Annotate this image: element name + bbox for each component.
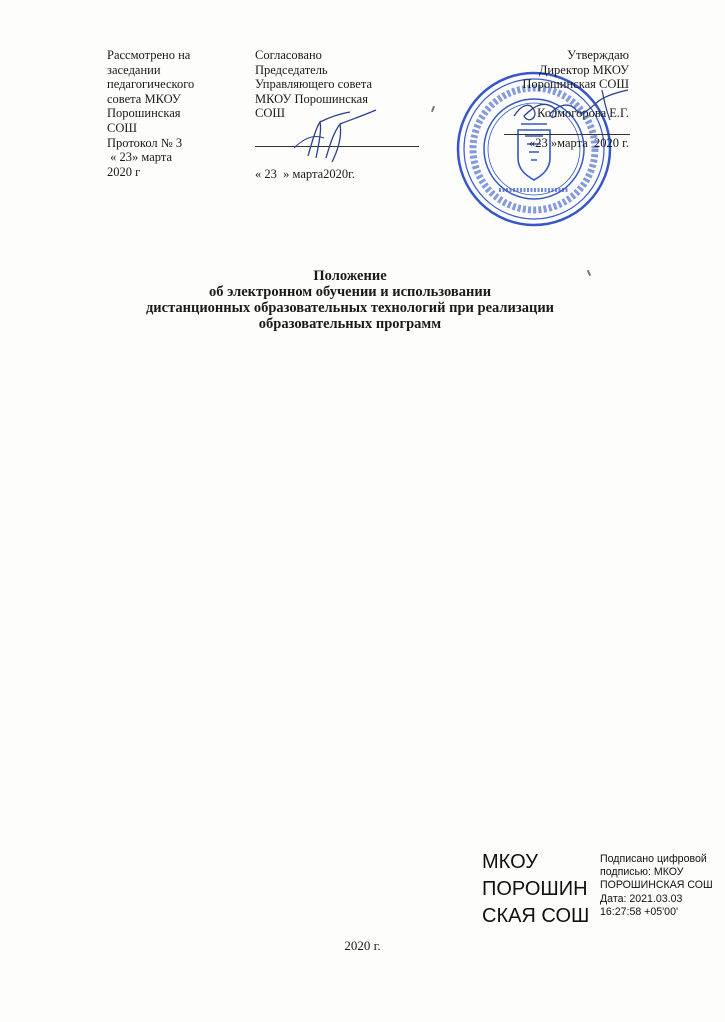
digital-signature-name: [482, 849, 589, 930]
digital-signature-info-line: ПОРОШИНСКАЯ СОШ: [600, 879, 713, 892]
agreed-line: МКОУ Порошинская: [255, 91, 368, 106]
digital-signature-name-line: МКОУ: [482, 851, 538, 873]
approved-line: «23 »марта 2020 г.: [529, 135, 629, 150]
chairman-signature-icon: [290, 108, 380, 170]
digital-signature-info-line: подписью: МКОУ: [600, 866, 684, 879]
title-line: дистанционных образовательных технологий при реализации: [145, 300, 555, 316]
reviewed-line: Порошинская: [107, 106, 181, 121]
reviewed-line: педагогического: [107, 77, 195, 92]
agreed-date: « 23 » марта2020г.: [255, 167, 355, 181]
digital-signature-info-line: Подписано цифровой: [600, 853, 707, 865]
reviewed-line: Протокол № 3: [107, 135, 183, 150]
reviewed-line: заседании: [107, 62, 161, 77]
digital-signature-name-line: СКАЯ СОШ: [482, 905, 590, 927]
document-year: 2020 г.: [344, 938, 381, 953]
document-title: [90, 268, 610, 332]
title-line: Положение: [313, 268, 387, 284]
agreed-line: Председатель: [255, 62, 328, 77]
approved-line: Утверждаю: [567, 48, 629, 62]
title-line: образовательных программ: [258, 316, 442, 332]
digital-signature-info-line: 16:27:58 +05'00': [600, 905, 678, 918]
reviewed-line: СОШ: [107, 120, 137, 135]
reviewed-block: [107, 48, 194, 179]
director-signature-icon: [510, 86, 630, 136]
agreed-line: Управляющего совета: [255, 77, 373, 92]
title-line: об электронном обучении и использовании: [208, 284, 492, 300]
reviewed-line: 2020 г: [107, 164, 141, 179]
reviewed-line: Рассмотрено на: [107, 48, 191, 62]
digital-signature-info-line: Дата: 2021.03.03: [600, 892, 683, 905]
agreed-line: Согласовано: [255, 48, 322, 62]
scan-speck: [431, 106, 435, 112]
digital-signature-info: [600, 853, 713, 919]
approved-line: Колмогорова Е.Г.: [537, 106, 629, 121]
approved-line: Директор МКОУ: [538, 62, 629, 77]
reviewed-line: « 23» марта: [107, 150, 172, 165]
digital-signature-name-line: ПОРОШИН: [482, 878, 588, 900]
agreed-line: СОШ: [255, 106, 285, 121]
approved-line: Порошинская СОШ: [522, 77, 629, 92]
reviewed-line: совета МКОУ: [107, 91, 181, 106]
